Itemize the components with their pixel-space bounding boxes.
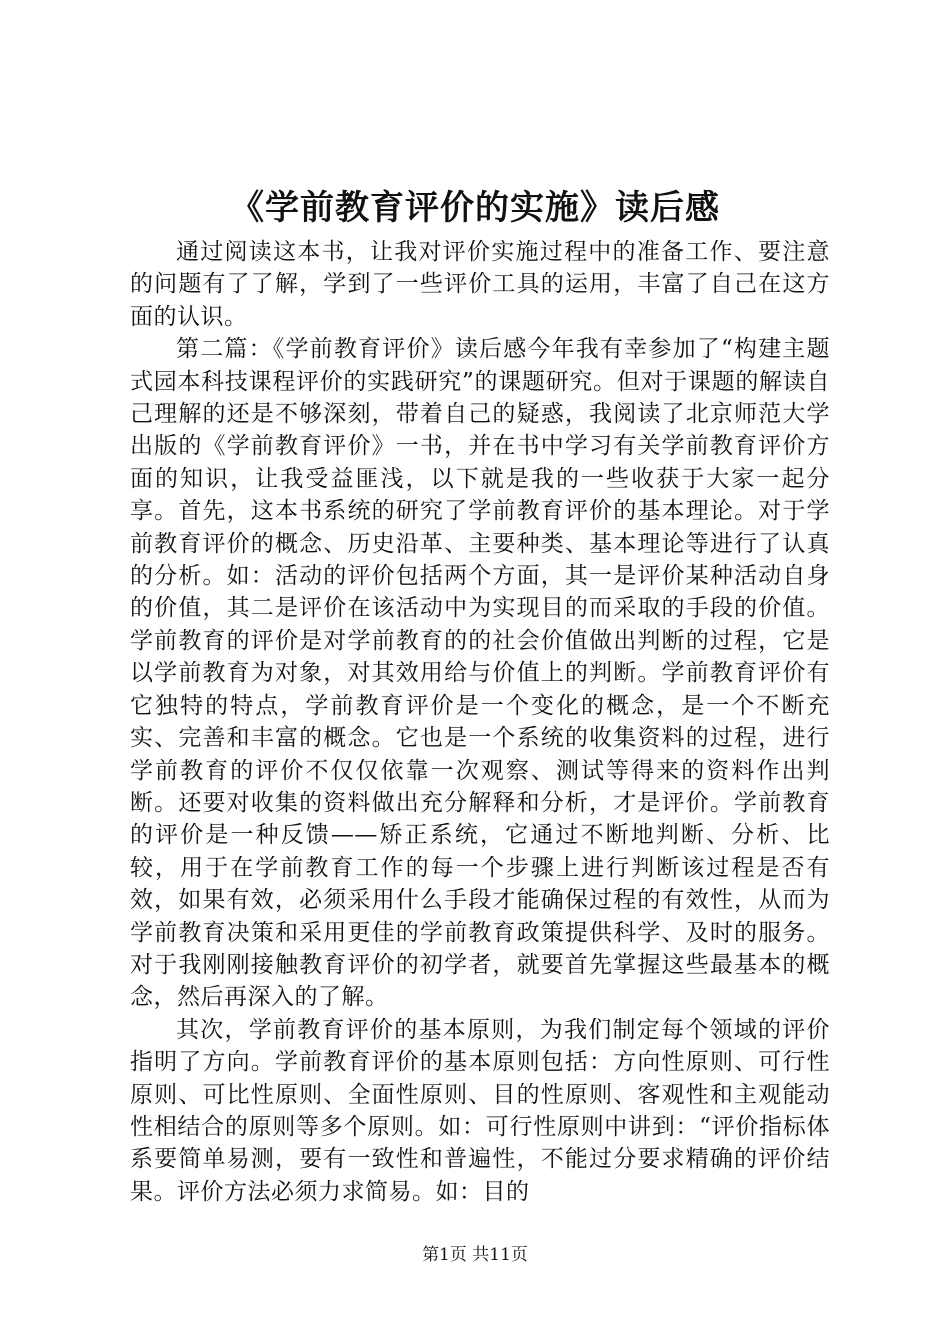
paragraph-intro: 通过阅读这本书，让我对评价实施过程中的准备工作、要注意的问题有了了解，学到了一些评价工具的运用，丰富了自己在这方面的认识。 xyxy=(130,239,830,330)
document-title: 《学前教育评价的实施》读后感 xyxy=(230,188,720,228)
paragraph-principles: 其次，学前教育评价的基本原则，为我们制定每个领域的评价指明了方向。学前教育评价的基本原则包括：方向性原则、可行性原则、可比性原则、全面性原则、目的性原则、客观性和主观能动性相结合的原则等多个原则。如：可行性原则中讲到：“评价指标体系要简单易测，要有一致性和普遍性，不能过分要求精确的评价结果。评价方法必须力求简易。如：目的 xyxy=(130,1016,830,1205)
document-body xyxy=(130,236,830,1208)
page-number-footer: 第1页 共11页 xyxy=(422,1245,528,1265)
paragraph-second-article: 第二篇：《学前教育评价》读后感今年我有幸参加了“构建主题式园本科技课程评价的实践研究”的课题研究。但对于课题的解读自己理解的还是不够深刻，带着自己的疑惑，我阅读了北京师范大学出版的《学前教育评价》一书，并在书中学习有关学前教育评价方面的知识，让我受益匪浅，以下就是我的一些收获于大家一起分享。首先，这本书系统的研究了学前教育评价的基本理论。对于学前教育评价的概念、历史沿革、主要种类、基本理论等进行了认真的分析。如：活动的评价包括两个方面，其一是评价某种活动自身的价值，其二是评价在该活动中为实现目的而采取的手段的价值。学前教育的评价是对学前教育的的社会价值做出判断的过程，它是以学前教育为对象，对其效用给与价值上的判断。学前教育评价有它独特的特点，学前教育评价是一个变化的概念，是一个不断充实、完善和丰富的概念。它也是一个系统的收集资料的过程，进行学前教育的评价不仅仅依靠一次观察、测试等得来的资料作出判断。还要对收集的资料做出充分解释和分析，才是评价。学前教育的评价是一种反馈——矫正系统，它通过不断地判断、分析、比较，用于在学前教育工作的每一个步骤上进行判断该过程是否有效，如果有效，必须采用什么手段才能确保过程的有效性，从而为学前教育决策和采用更佳的学前教育政策提供科学、及时的服务。对于我刚刚接触教育评价的初学者，就要首先掌握这些最基本的概念，然后再深入的了解。 xyxy=(130,336,830,1011)
